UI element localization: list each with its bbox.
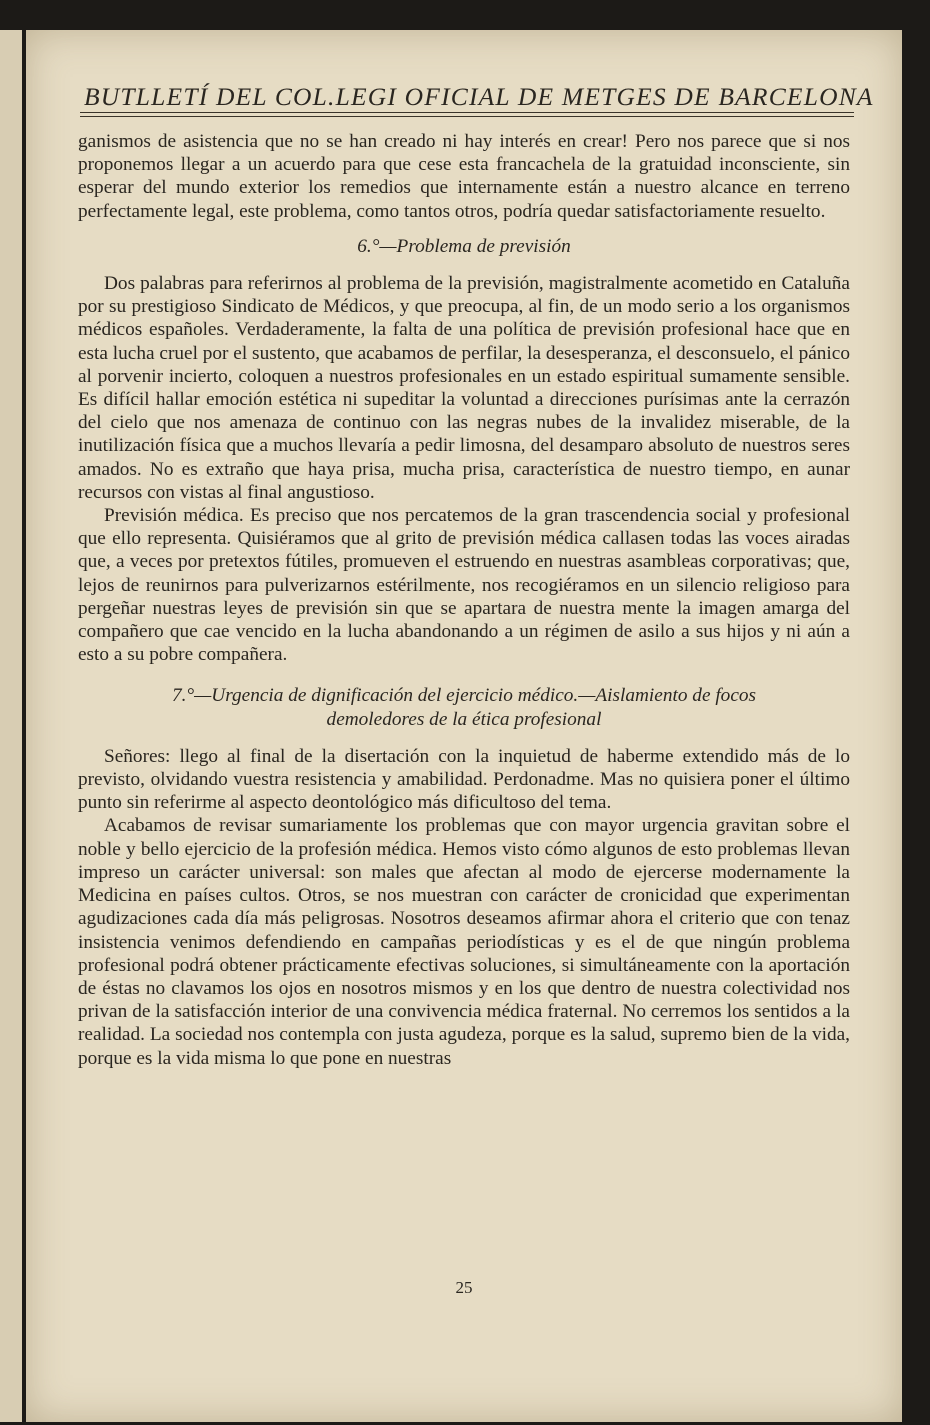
facing-page-edge — [0, 30, 22, 1422]
section-heading-6: 6.°—Problema de previsión — [357, 235, 571, 257]
running-header: BUTLLETÍ DEL COL.LEGI OFICIAL DE METGES DE BARCELONA — [84, 82, 874, 111]
page-number: 25 — [455, 1278, 473, 1297]
paragraph-senores: Señores: llego al final de la disertación con la inquietud de haberme extendido más de lo previsto, olvidando vuestra resistencia y amabilidad. Perdonadme. Mas no quisiera poner el último punto sin referirme al aspecto deontológico más dificultoso del tema. — [78, 745, 850, 814]
header-rule-top — [80, 112, 854, 113]
paragraph-acabamos: Acabamos de revisar sumariamente los problemas que con mayor urgencia gravitan sobre el noble y bello ejercicio de la profesión médica. Hemos visto cómo algunos de esto problemas llevan impreso un carácter universal: son males que afectan al modo de ejercerse modernamente la Medicina en países cultos. Otros, se nos muestran con carácter de cronicidad que experimentan agudizaciones cada día más peligrosas. Nosotros deseamos afirmar ahora el criterio que con tenaz insistencia venimos defendiendo en campañas periodísticas y es el de que ningún problema profesional podrá obtener prácticamente efectivas soluciones, si simultáneamente con la aportación de éstas no clavamos los ojos en nosotros mismos y en los que dentro de nuestra colectividad nos privan de la satisfacción interior de una convivencia médica fraternal. No cerremos los sentidos a la realidad. La sociedad nos contempla con justa agudeza, porque es la salud, supremo bien de la vida, porque es la vida misma lo que pone en nuestras — [78, 815, 850, 1069]
paragraph-prevision-medica: Previsión médica. Es preciso que nos percatemos de la gran trascendencia social y profesional que ello representa. Quisiéramos que al grito de previsión médica callasen todas las voces airadas que, a veces por pretextos fútiles, promueven el estruendo en nuestras asambleas corporativas; que, lejos de reunirnos para pulverizarnos estérilmente, nos recogiéramos en un silencio religioso para pergeñar nuestras leyes de previsión sin que se apartara de nuestra mente la imagen amarga del compañero que cae vencido en la lucha abandonando a un régimen de asilo a sus hijos y ni aún a esto a su pobre compañera. — [78, 505, 850, 666]
paragraph-prevision: Dos palabras para referirnos al problema de la previsión, magistralmente acometido en Cataluña por su prestigioso Sindicato de Médicos, y que preocupa, al fin, de un modo serio a los organismos médicos españoles. Verdaderamente, la falta de una política de previsión profesional hace que en esta lucha cruel por el sustento, que acabamos de perfilar, la desesperanza, el desconsuelo, el pánico al porvenir incierto, coloquen a nuestros profesionales en un estado espiritual sumamente sensible. Es difícil hallar emoción estética ni supeditar la voluntad a direcciones purísimas ante la cerrazón del cielo que nos amenaza de continuo con las negras nubes de la invalidez miserable, de la inutilización física que a muchos llevaría a pedir limosna, del desamparo absoluto de nuestros seres amados. No es extraño que haya prisa, mucha prisa, característica de nuestro tiempo, en aunar recursos con vistas al final angustioso. — [78, 273, 850, 503]
section-heading-7 — [78, 684, 850, 730]
section-heading-7-line1: 7.°—Urgencia de dignificación del ejercicio médico.—Aislamiento de focos — [171, 685, 757, 707]
document-page — [26, 30, 902, 1422]
body-text — [78, 130, 850, 1070]
paragraph-continuation: ganismos de asistencia que no se han creado ni hay interés en crear! Pero nos parece que si nos proponemos llegar a un acuerdo para que cese esta francachela de la gratuidad inconsciente, sin esperar del mundo exterior los remedios que internamente están a nuestro alcance en terreno perfectamente legal, este problema, como tantos otros, podría quedar satisfactoriamente resuelto. — [78, 131, 850, 222]
header-rule-bottom — [80, 116, 854, 117]
section-heading-7-line2: demoledores de la ética profesional — [326, 708, 602, 730]
